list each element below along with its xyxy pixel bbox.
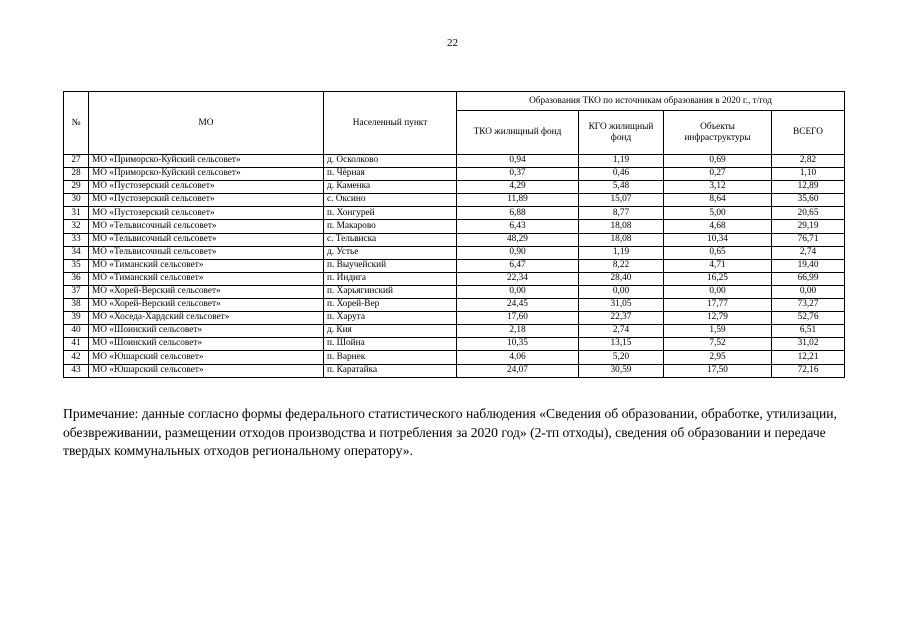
header-infra: Объекты инфраструктуры (664, 111, 772, 155)
infrastructure-value: 17,77 (664, 299, 772, 312)
table-row (64, 351, 845, 364)
tko-value: 6,43 (457, 220, 579, 233)
table-row (64, 207, 845, 220)
table-row (64, 299, 845, 312)
table-row (64, 181, 845, 194)
infrastructure-value: 0,27 (664, 168, 772, 181)
row-number: 42 (64, 351, 89, 364)
tko-value: 10,35 (457, 338, 579, 351)
infrastructure-value: 1,59 (664, 325, 772, 338)
row-number: 35 (64, 259, 89, 272)
municipality: МО «Шоинский сельсовет» (89, 338, 324, 351)
kgo-value: 0,00 (579, 285, 664, 298)
waste-table (63, 91, 845, 378)
kgo-value: 15,07 (579, 194, 664, 207)
kgo-value: 30,59 (579, 364, 664, 377)
row-number: 39 (64, 312, 89, 325)
header-mo: МО (89, 92, 324, 155)
settlement: п. Варнек (324, 351, 457, 364)
total-value: 12,21 (772, 351, 845, 364)
kgo-value: 18,08 (579, 220, 664, 233)
settlement: д. Осколково (324, 155, 457, 168)
municipality: МО «Пустозерский сельсовет» (89, 181, 324, 194)
kgo-value: 0,46 (579, 168, 664, 181)
table-row (64, 168, 845, 181)
total-value: 20,65 (772, 207, 845, 220)
total-value: 19,40 (772, 259, 845, 272)
tko-value: 0,00 (457, 285, 579, 298)
municipality: МО «Пустозерский сельсовет» (89, 207, 324, 220)
row-number: 34 (64, 246, 89, 259)
kgo-value: 1,19 (579, 246, 664, 259)
infrastructure-value: 4,71 (664, 259, 772, 272)
row-number: 37 (64, 285, 89, 298)
settlement: п. Каратайка (324, 364, 457, 377)
row-number: 41 (64, 338, 89, 351)
table-row (64, 259, 845, 272)
total-value: 73,27 (772, 299, 845, 312)
kgo-value: 8,22 (579, 259, 664, 272)
kgo-value: 31,05 (579, 299, 664, 312)
kgo-value: 8,77 (579, 207, 664, 220)
settlement: д. Устье (324, 246, 457, 259)
table-row (64, 285, 845, 298)
settlement: п. Чёрная (324, 168, 457, 181)
municipality: МО «Юшарский сельсовет» (89, 364, 324, 377)
infrastructure-value: 7,52 (664, 338, 772, 351)
tko-value: 48,29 (457, 233, 579, 246)
tko-value: 4,06 (457, 351, 579, 364)
tko-value: 4,29 (457, 181, 579, 194)
municipality: МО «Хоседа-Хардский сельсовет» (89, 312, 324, 325)
settlement: п. Шойна (324, 338, 457, 351)
settlement: п. Индига (324, 272, 457, 285)
header-kgo: КГО жилищный фонд (579, 111, 664, 155)
infrastructure-value: 16,25 (664, 272, 772, 285)
infrastructure-value: 0,69 (664, 155, 772, 168)
total-value: 2,74 (772, 246, 845, 259)
table-body (64, 155, 845, 378)
table-row (64, 338, 845, 351)
total-value: 76,71 (772, 233, 845, 246)
row-number: 36 (64, 272, 89, 285)
infrastructure-value: 4,68 (664, 220, 772, 233)
municipality: МО «Хорей-Верский сельсовет» (89, 285, 324, 298)
page-number: 22 (447, 37, 458, 49)
row-number: 40 (64, 325, 89, 338)
infrastructure-value: 5,00 (664, 207, 772, 220)
settlement: д. Кия (324, 325, 457, 338)
tko-value: 6,88 (457, 207, 579, 220)
table-row (64, 233, 845, 246)
kgo-value: 13,15 (579, 338, 664, 351)
infrastructure-value: 0,65 (664, 246, 772, 259)
total-value: 72,16 (772, 364, 845, 377)
total-value: 66,99 (772, 272, 845, 285)
total-value: 35,60 (772, 194, 845, 207)
table-row (64, 364, 845, 377)
settlement: п. Хорей-Вер (324, 299, 457, 312)
total-value: 6,51 (772, 325, 845, 338)
total-value: 29,19 (772, 220, 845, 233)
table-row (64, 155, 845, 168)
tko-value: 11,89 (457, 194, 579, 207)
footnote: Примечание: данные согласно формы федерального статистического наблюдения «Сведения об образовании, обработке, утилизации, обезвреживании, размещении отходов производства и потребления за 2020 год» (2-тп отходы), сведения об образовании и передаче твердых коммунальных отходов региональному оператору». (63, 406, 837, 458)
municipality: МО «Тельвисочный сельсовет» (89, 233, 324, 246)
infrastructure-value: 2,95 (664, 351, 772, 364)
header-settlement: Населенный пункт (324, 92, 457, 155)
row-number: 32 (64, 220, 89, 233)
infrastructure-value: 10,34 (664, 233, 772, 246)
settlement: п. Харута (324, 312, 457, 325)
kgo-value: 1,19 (579, 155, 664, 168)
header-num: № (64, 92, 89, 155)
settlement: с. Оксино (324, 194, 457, 207)
row-number: 33 (64, 233, 89, 246)
infrastructure-value: 8,64 (664, 194, 772, 207)
tko-value: 6,47 (457, 259, 579, 272)
municipality: МО «Хорей-Верский сельсовет» (89, 299, 324, 312)
header-group: Образования ТКО по источникам образования в 2020 г., т/год (457, 92, 845, 111)
municipality: МО «Приморско-Куйский сельсовет» (89, 168, 324, 181)
municipality: МО «Тиманский сельсовет» (89, 259, 324, 272)
table-row (64, 312, 845, 325)
row-number: 43 (64, 364, 89, 377)
tko-value: 24,45 (457, 299, 579, 312)
municipality: МО «Шоинский сельсовет» (89, 325, 324, 338)
infrastructure-value: 12,79 (664, 312, 772, 325)
municipality: МО «Пустозерский сельсовет» (89, 194, 324, 207)
row-number: 29 (64, 181, 89, 194)
settlement: п. Выучейский (324, 259, 457, 272)
row-number: 38 (64, 299, 89, 312)
row-number: 28 (64, 168, 89, 181)
table-row (64, 220, 845, 233)
kgo-value: 5,20 (579, 351, 664, 364)
total-value: 2,82 (772, 155, 845, 168)
municipality: МО «Юшарский сельсовет» (89, 351, 324, 364)
kgo-value: 18,08 (579, 233, 664, 246)
table-row (64, 194, 845, 207)
municipality: МО «Тиманский сельсовет» (89, 272, 324, 285)
total-value: 1,10 (772, 168, 845, 181)
tko-value: 24,07 (457, 364, 579, 377)
tko-value: 0,37 (457, 168, 579, 181)
settlement: д. Каменка (324, 181, 457, 194)
tko-value: 22,34 (457, 272, 579, 285)
kgo-value: 2,74 (579, 325, 664, 338)
settlement: с. Тельвиска (324, 233, 457, 246)
row-number: 31 (64, 207, 89, 220)
tko-value: 17,60 (457, 312, 579, 325)
header-total: ВСЕГО (772, 111, 845, 155)
settlement: п. Макарово (324, 220, 457, 233)
settlement: п. Харьягинский (324, 285, 457, 298)
total-value: 31,02 (772, 338, 845, 351)
infrastructure-value: 17,50 (664, 364, 772, 377)
row-number: 27 (64, 155, 89, 168)
row-number: 30 (64, 194, 89, 207)
tko-value: 0,90 (457, 246, 579, 259)
tko-value: 2,18 (457, 325, 579, 338)
municipality: МО «Тельвисочный сельсовет» (89, 246, 324, 259)
tko-value: 0,94 (457, 155, 579, 168)
table-row (64, 272, 845, 285)
total-value: 0,00 (772, 285, 845, 298)
kgo-value: 22,37 (579, 312, 664, 325)
infrastructure-value: 3,12 (664, 181, 772, 194)
kgo-value: 28,40 (579, 272, 664, 285)
municipality: МО «Приморско-Куйский сельсовет» (89, 155, 324, 168)
header-tko: ТКО жилищный фонд (457, 111, 579, 155)
infrastructure-value: 0,00 (664, 285, 772, 298)
settlement: п. Хонгурей (324, 207, 457, 220)
kgo-value: 5,48 (579, 181, 664, 194)
municipality: МО «Тельвисочный сельсовет» (89, 220, 324, 233)
table-row (64, 246, 845, 259)
total-value: 52,76 (772, 312, 845, 325)
total-value: 12,89 (772, 181, 845, 194)
table-row (64, 325, 845, 338)
